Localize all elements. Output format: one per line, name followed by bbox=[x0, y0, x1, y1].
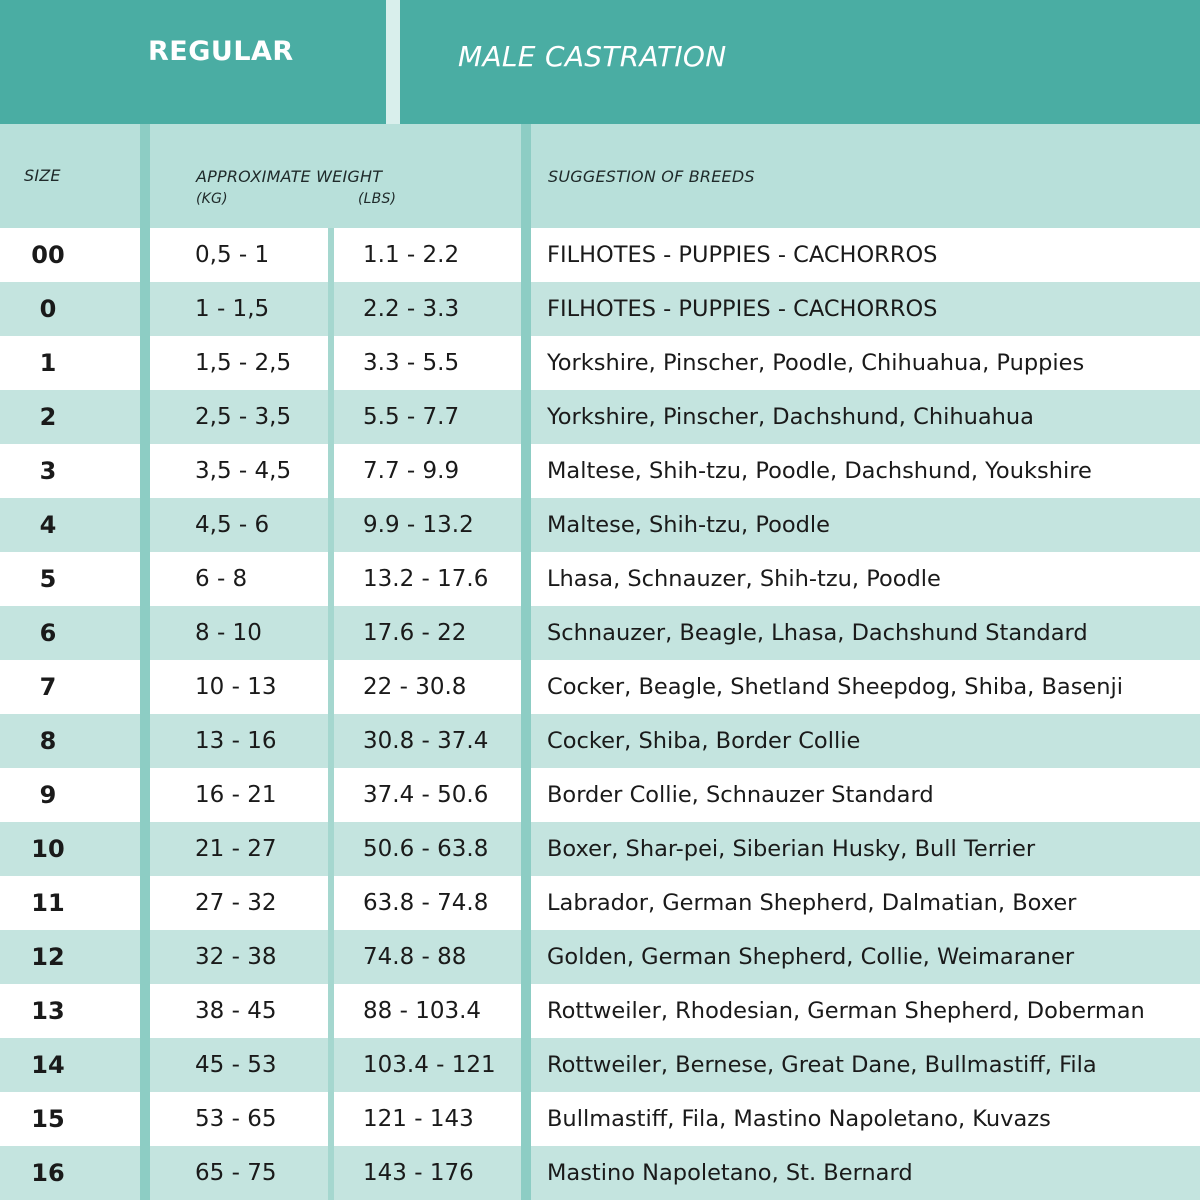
header-approximate-weight: APPROXIMATE WEIGHT bbox=[196, 167, 383, 186]
weight-lbs-cell: 5.5 - 7.7 bbox=[363, 404, 460, 430]
size-cell: 3 bbox=[39, 457, 57, 485]
weight-kg-cell: 3,5 - 4,5 bbox=[195, 458, 292, 484]
table-row bbox=[0, 930, 1200, 984]
weight-lbs-cell: 50.6 - 63.8 bbox=[363, 836, 489, 862]
header-separator bbox=[140, 124, 150, 228]
size-cell: 16 bbox=[31, 1159, 65, 1187]
weight-lbs-cell: 3.3 - 5.5 bbox=[363, 350, 460, 376]
weight-lbs-cell: 88 - 103.4 bbox=[363, 998, 482, 1024]
size-cell: 7 bbox=[39, 673, 57, 701]
breeds-cell: Cocker, Shiba, Border Collie bbox=[547, 728, 861, 754]
breeds-cell: Golden, German Shepherd, Collie, Weimaraner bbox=[547, 944, 1075, 970]
size-cell: 6 bbox=[39, 619, 57, 647]
table-row bbox=[0, 1092, 1200, 1146]
table-row bbox=[0, 714, 1200, 768]
weight-lbs-cell: 7.7 - 9.9 bbox=[363, 458, 460, 484]
breeds-cell: Rottweiler, Rhodesian, German Shepherd, Doberman bbox=[547, 998, 1145, 1024]
banner-divider bbox=[386, 0, 400, 124]
size-cell: 1 bbox=[39, 349, 57, 377]
breeds-cell: Maltese, Shih-tzu, Poodle, Dachshund, Youkshire bbox=[547, 458, 1092, 484]
weight-kg-cell: 32 - 38 bbox=[195, 944, 277, 970]
table-row bbox=[0, 282, 1200, 336]
table-row bbox=[0, 1038, 1200, 1092]
size-cell: 13 bbox=[31, 997, 65, 1025]
weight-kg-cell: 1 - 1,5 bbox=[195, 296, 270, 322]
weight-kg-cell: 27 - 32 bbox=[195, 890, 277, 916]
header-size: SIZE bbox=[24, 166, 61, 185]
size-cell: 15 bbox=[31, 1105, 65, 1133]
size-cell: 5 bbox=[39, 565, 57, 593]
table-row bbox=[0, 1146, 1200, 1200]
header-kg: (KG) bbox=[196, 191, 228, 207]
weight-kg-cell: 45 - 53 bbox=[195, 1052, 277, 1078]
table-header bbox=[0, 124, 1200, 228]
weight-lbs-cell: 143 - 176 bbox=[363, 1160, 474, 1186]
breeds-cell: FILHOTES - PUPPIES - CACHORROS bbox=[547, 296, 938, 322]
title-banner bbox=[0, 0, 1200, 124]
weight-lbs-cell: 103.4 - 121 bbox=[363, 1052, 496, 1078]
table-row bbox=[0, 876, 1200, 930]
weight-lbs-cell: 63.8 - 74.8 bbox=[363, 890, 489, 916]
size-cell: 14 bbox=[31, 1051, 65, 1079]
table-row bbox=[0, 228, 1200, 282]
weight-lbs-cell: 74.8 - 88 bbox=[363, 944, 467, 970]
table-row bbox=[0, 606, 1200, 660]
size-cell: 9 bbox=[39, 781, 57, 809]
breeds-cell: Yorkshire, Pinscher, Dachshund, Chihuahua bbox=[547, 404, 1034, 430]
header-lbs: (LBS) bbox=[358, 191, 397, 207]
size-cell: 12 bbox=[31, 943, 65, 971]
weight-lbs-cell: 2.2 - 3.3 bbox=[363, 296, 460, 322]
column-separator bbox=[521, 228, 531, 1200]
breeds-cell: Cocker, Beagle, Shetland Sheepdog, Shiba, Basenji bbox=[547, 674, 1124, 700]
size-cell: 00 bbox=[31, 241, 65, 269]
breeds-cell: FILHOTES - PUPPIES - CACHORROS bbox=[547, 242, 938, 268]
table-row bbox=[0, 552, 1200, 606]
table-row bbox=[0, 768, 1200, 822]
breeds-cell: Rottweiler, Bernese, Great Dane, Bullmastiff, Fila bbox=[547, 1052, 1097, 1078]
weight-kg-cell: 13 - 16 bbox=[195, 728, 277, 754]
size-cell: 8 bbox=[39, 727, 57, 755]
weight-lbs-cell: 37.4 - 50.6 bbox=[363, 782, 489, 808]
breeds-cell: Bullmastiff, Fila, Mastino Napoletano, Kuvazs bbox=[547, 1106, 1051, 1132]
weight-kg-cell: 16 - 21 bbox=[195, 782, 277, 808]
size-cell: 2 bbox=[39, 403, 57, 431]
weight-kg-cell: 65 - 75 bbox=[195, 1160, 277, 1186]
breeds-cell: Lhasa, Schnauzer, Shih-tzu, Poodle bbox=[547, 566, 941, 592]
breeds-cell: Yorkshire, Pinscher, Poodle, Chihuahua, Puppies bbox=[547, 350, 1085, 376]
header-separator bbox=[521, 124, 531, 228]
table-row bbox=[0, 660, 1200, 714]
weight-kg-cell: 2,5 - 3,5 bbox=[195, 404, 292, 430]
column-separator bbox=[328, 228, 334, 1200]
weight-lbs-cell: 9.9 - 13.2 bbox=[363, 512, 474, 538]
column-separator bbox=[140, 228, 150, 1200]
breeds-cell: Maltese, Shih-tzu, Poodle bbox=[547, 512, 831, 538]
table-row bbox=[0, 984, 1200, 1038]
size-cell: 0 bbox=[39, 295, 57, 323]
weight-lbs-cell: 13.2 - 17.6 bbox=[363, 566, 489, 592]
table-row bbox=[0, 822, 1200, 876]
breeds-cell: Border Collie, Schnauzer Standard bbox=[547, 782, 934, 808]
weight-kg-cell: 4,5 - 6 bbox=[195, 512, 270, 538]
weight-kg-cell: 21 - 27 bbox=[195, 836, 277, 862]
weight-lbs-cell: 1.1 - 2.2 bbox=[363, 242, 460, 268]
weight-kg-cell: 38 - 45 bbox=[195, 998, 277, 1024]
table-row bbox=[0, 498, 1200, 552]
weight-lbs-cell: 121 - 143 bbox=[363, 1106, 474, 1132]
weight-kg-cell: 1,5 - 2,5 bbox=[195, 350, 292, 376]
table-row bbox=[0, 336, 1200, 390]
weight-kg-cell: 8 - 10 bbox=[195, 620, 262, 646]
header-suggestion-of-breeds: SUGGESTION OF BREEDS bbox=[548, 167, 755, 186]
weight-lbs-cell: 17.6 - 22 bbox=[363, 620, 467, 646]
banner-regular-label: REGULAR bbox=[148, 36, 294, 67]
weight-kg-cell: 6 - 8 bbox=[195, 566, 248, 592]
table-row bbox=[0, 390, 1200, 444]
breeds-cell: Schnauzer, Beagle, Lhasa, Dachshund Standard bbox=[547, 620, 1088, 646]
weight-lbs-cell: 30.8 - 37.4 bbox=[363, 728, 489, 754]
breeds-cell: Mastino Napoletano, St. Bernard bbox=[547, 1160, 913, 1186]
size-cell: 11 bbox=[31, 889, 65, 917]
size-cell: 4 bbox=[39, 511, 57, 539]
weight-kg-cell: 53 - 65 bbox=[195, 1106, 277, 1132]
table-row bbox=[0, 444, 1200, 498]
weight-kg-cell: 0,5 - 1 bbox=[195, 242, 270, 268]
size-cell: 10 bbox=[31, 835, 65, 863]
weight-lbs-cell: 22 - 30.8 bbox=[363, 674, 467, 700]
breeds-cell: Boxer, Shar-pei, Siberian Husky, Bull Terrier bbox=[547, 836, 1036, 862]
banner-male-castration-label: MALE CASTRATION bbox=[458, 40, 727, 73]
breeds-cell: Labrador, German Shepherd, Dalmatian, Boxer bbox=[547, 890, 1077, 916]
weight-kg-cell: 10 - 13 bbox=[195, 674, 277, 700]
